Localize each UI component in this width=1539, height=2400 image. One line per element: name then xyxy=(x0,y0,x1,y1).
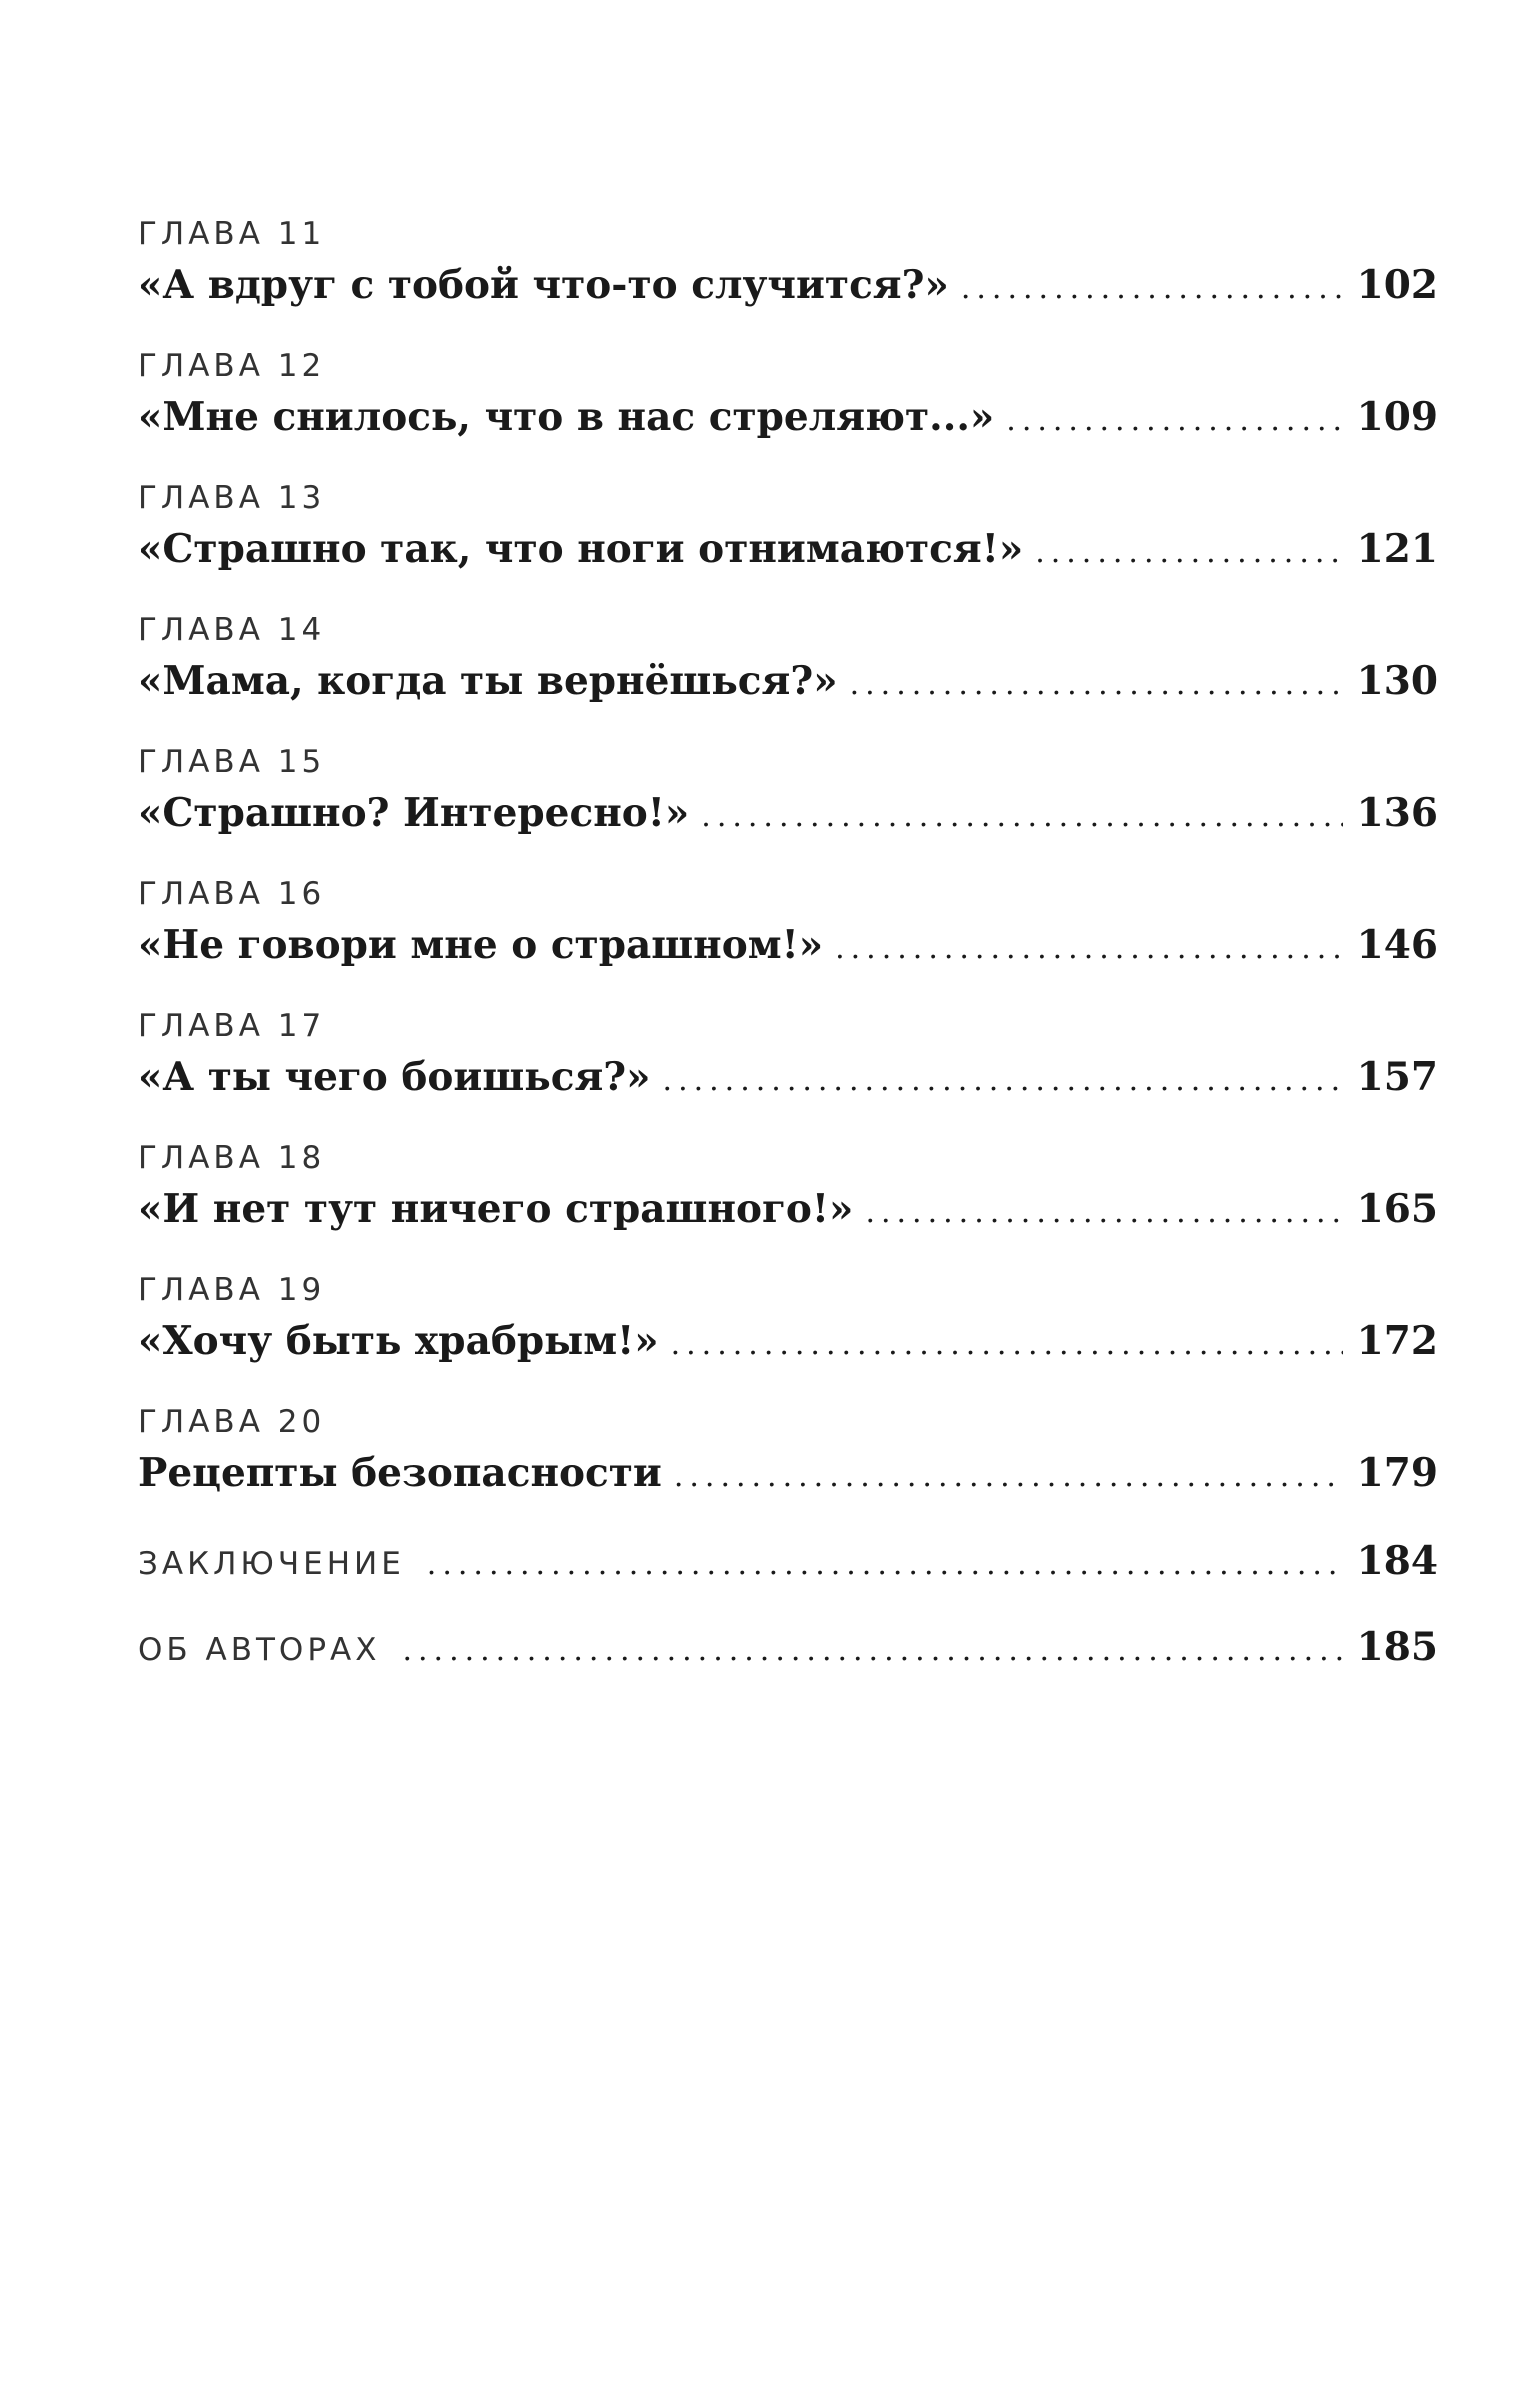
dot-leader xyxy=(674,1448,1343,1502)
page-number: 102 xyxy=(1356,262,1438,308)
page-number: 165 xyxy=(1356,1186,1438,1232)
toc-row xyxy=(138,1312,1438,1370)
section-title: ЗАКЛЮЧЕНИЕ xyxy=(138,1546,405,1582)
chapter-title: «Мне снилось, что в нас стреляют...» xyxy=(138,394,995,440)
dot-leader xyxy=(663,1052,1343,1106)
page-number: 179 xyxy=(1356,1450,1438,1496)
dot-leader xyxy=(671,1316,1343,1370)
dot-leader xyxy=(402,1622,1342,1676)
toc-row xyxy=(138,1532,1438,1590)
table-of-contents xyxy=(138,212,1438,1704)
dot-leader xyxy=(835,920,1342,974)
chapter-label: ГЛАВА 15 xyxy=(138,744,326,780)
dot-leader xyxy=(850,656,1343,710)
page-number: 157 xyxy=(1356,1054,1438,1100)
toc-row xyxy=(138,1048,1438,1106)
chapter-label: ГЛАВА 11 xyxy=(138,216,326,252)
dot-leader xyxy=(427,1536,1343,1590)
toc-entry-chapter-18[interactable] xyxy=(138,1136,1438,1238)
chapter-title: «Хочу быть храбрым!» xyxy=(138,1318,659,1364)
toc-entry-chapter-19[interactable] xyxy=(138,1268,1438,1370)
chapter-title: «Страшно так, что ноги отнимаются!» xyxy=(138,526,1024,572)
toc-row xyxy=(138,1444,1438,1502)
chapter-label: ГЛАВА 19 xyxy=(138,1272,326,1308)
chapter-title: «А ты чего боишься?» xyxy=(138,1054,651,1100)
chapter-title: «И нет тут ничего страшного!» xyxy=(138,1186,854,1232)
page-number: 130 xyxy=(1356,658,1438,704)
toc-row xyxy=(138,256,1438,314)
toc-entry-conclusion[interactable] xyxy=(138,1532,1438,1590)
chapter-label: ГЛАВА 13 xyxy=(138,480,326,516)
chapter-title: Рецепты безопасности xyxy=(138,1450,662,1496)
chapter-label: ГЛАВА 12 xyxy=(138,348,326,384)
section-title: ОБ АВТОРАХ xyxy=(138,1632,381,1668)
dot-leader xyxy=(701,788,1342,842)
toc-row xyxy=(138,520,1438,578)
page-number: 172 xyxy=(1356,1318,1438,1364)
toc-row xyxy=(138,784,1438,842)
chapter-title: «А вдруг с тобой что-то случится?» xyxy=(138,262,949,308)
toc-entry-about-authors[interactable] xyxy=(138,1618,1438,1676)
chapter-title: «Не говори мне о страшном!» xyxy=(138,922,824,968)
dot-leader xyxy=(961,260,1343,314)
toc-entry-chapter-12[interactable] xyxy=(138,344,1438,446)
chapter-label: ГЛАВА 14 xyxy=(138,612,326,648)
chapter-title: «Страшно? Интересно!» xyxy=(138,790,690,836)
page-number: 136 xyxy=(1356,790,1438,836)
page-number: 185 xyxy=(1356,1624,1438,1670)
toc-entry-chapter-17[interactable] xyxy=(138,1004,1438,1106)
page-number: 109 xyxy=(1356,394,1438,440)
toc-entry-chapter-16[interactable] xyxy=(138,872,1438,974)
page-number: 146 xyxy=(1356,922,1438,968)
chapter-label: ГЛАВА 18 xyxy=(138,1140,326,1176)
dot-leader xyxy=(1006,392,1342,446)
toc-row xyxy=(138,916,1438,974)
chapter-label: ГЛАВА 16 xyxy=(138,876,326,912)
toc-row xyxy=(138,388,1438,446)
toc-entry-chapter-14[interactable] xyxy=(138,608,1438,710)
toc-entry-chapter-13[interactable] xyxy=(138,476,1438,578)
toc-row xyxy=(138,1180,1438,1238)
dot-leader xyxy=(1035,524,1342,578)
toc-entry-chapter-11[interactable] xyxy=(138,212,1438,314)
chapter-label: ГЛАВА 17 xyxy=(138,1008,326,1044)
chapter-label: ГЛАВА 20 xyxy=(138,1404,326,1440)
toc-entry-chapter-20[interactable] xyxy=(138,1400,1438,1502)
dot-leader xyxy=(865,1184,1342,1238)
page-number: 121 xyxy=(1356,526,1438,572)
page-number: 184 xyxy=(1356,1538,1438,1584)
toc-row xyxy=(138,1618,1438,1676)
toc-entry-chapter-15[interactable] xyxy=(138,740,1438,842)
chapter-title: «Мама, когда ты вернёшься?» xyxy=(138,658,838,704)
toc-row xyxy=(138,652,1438,710)
